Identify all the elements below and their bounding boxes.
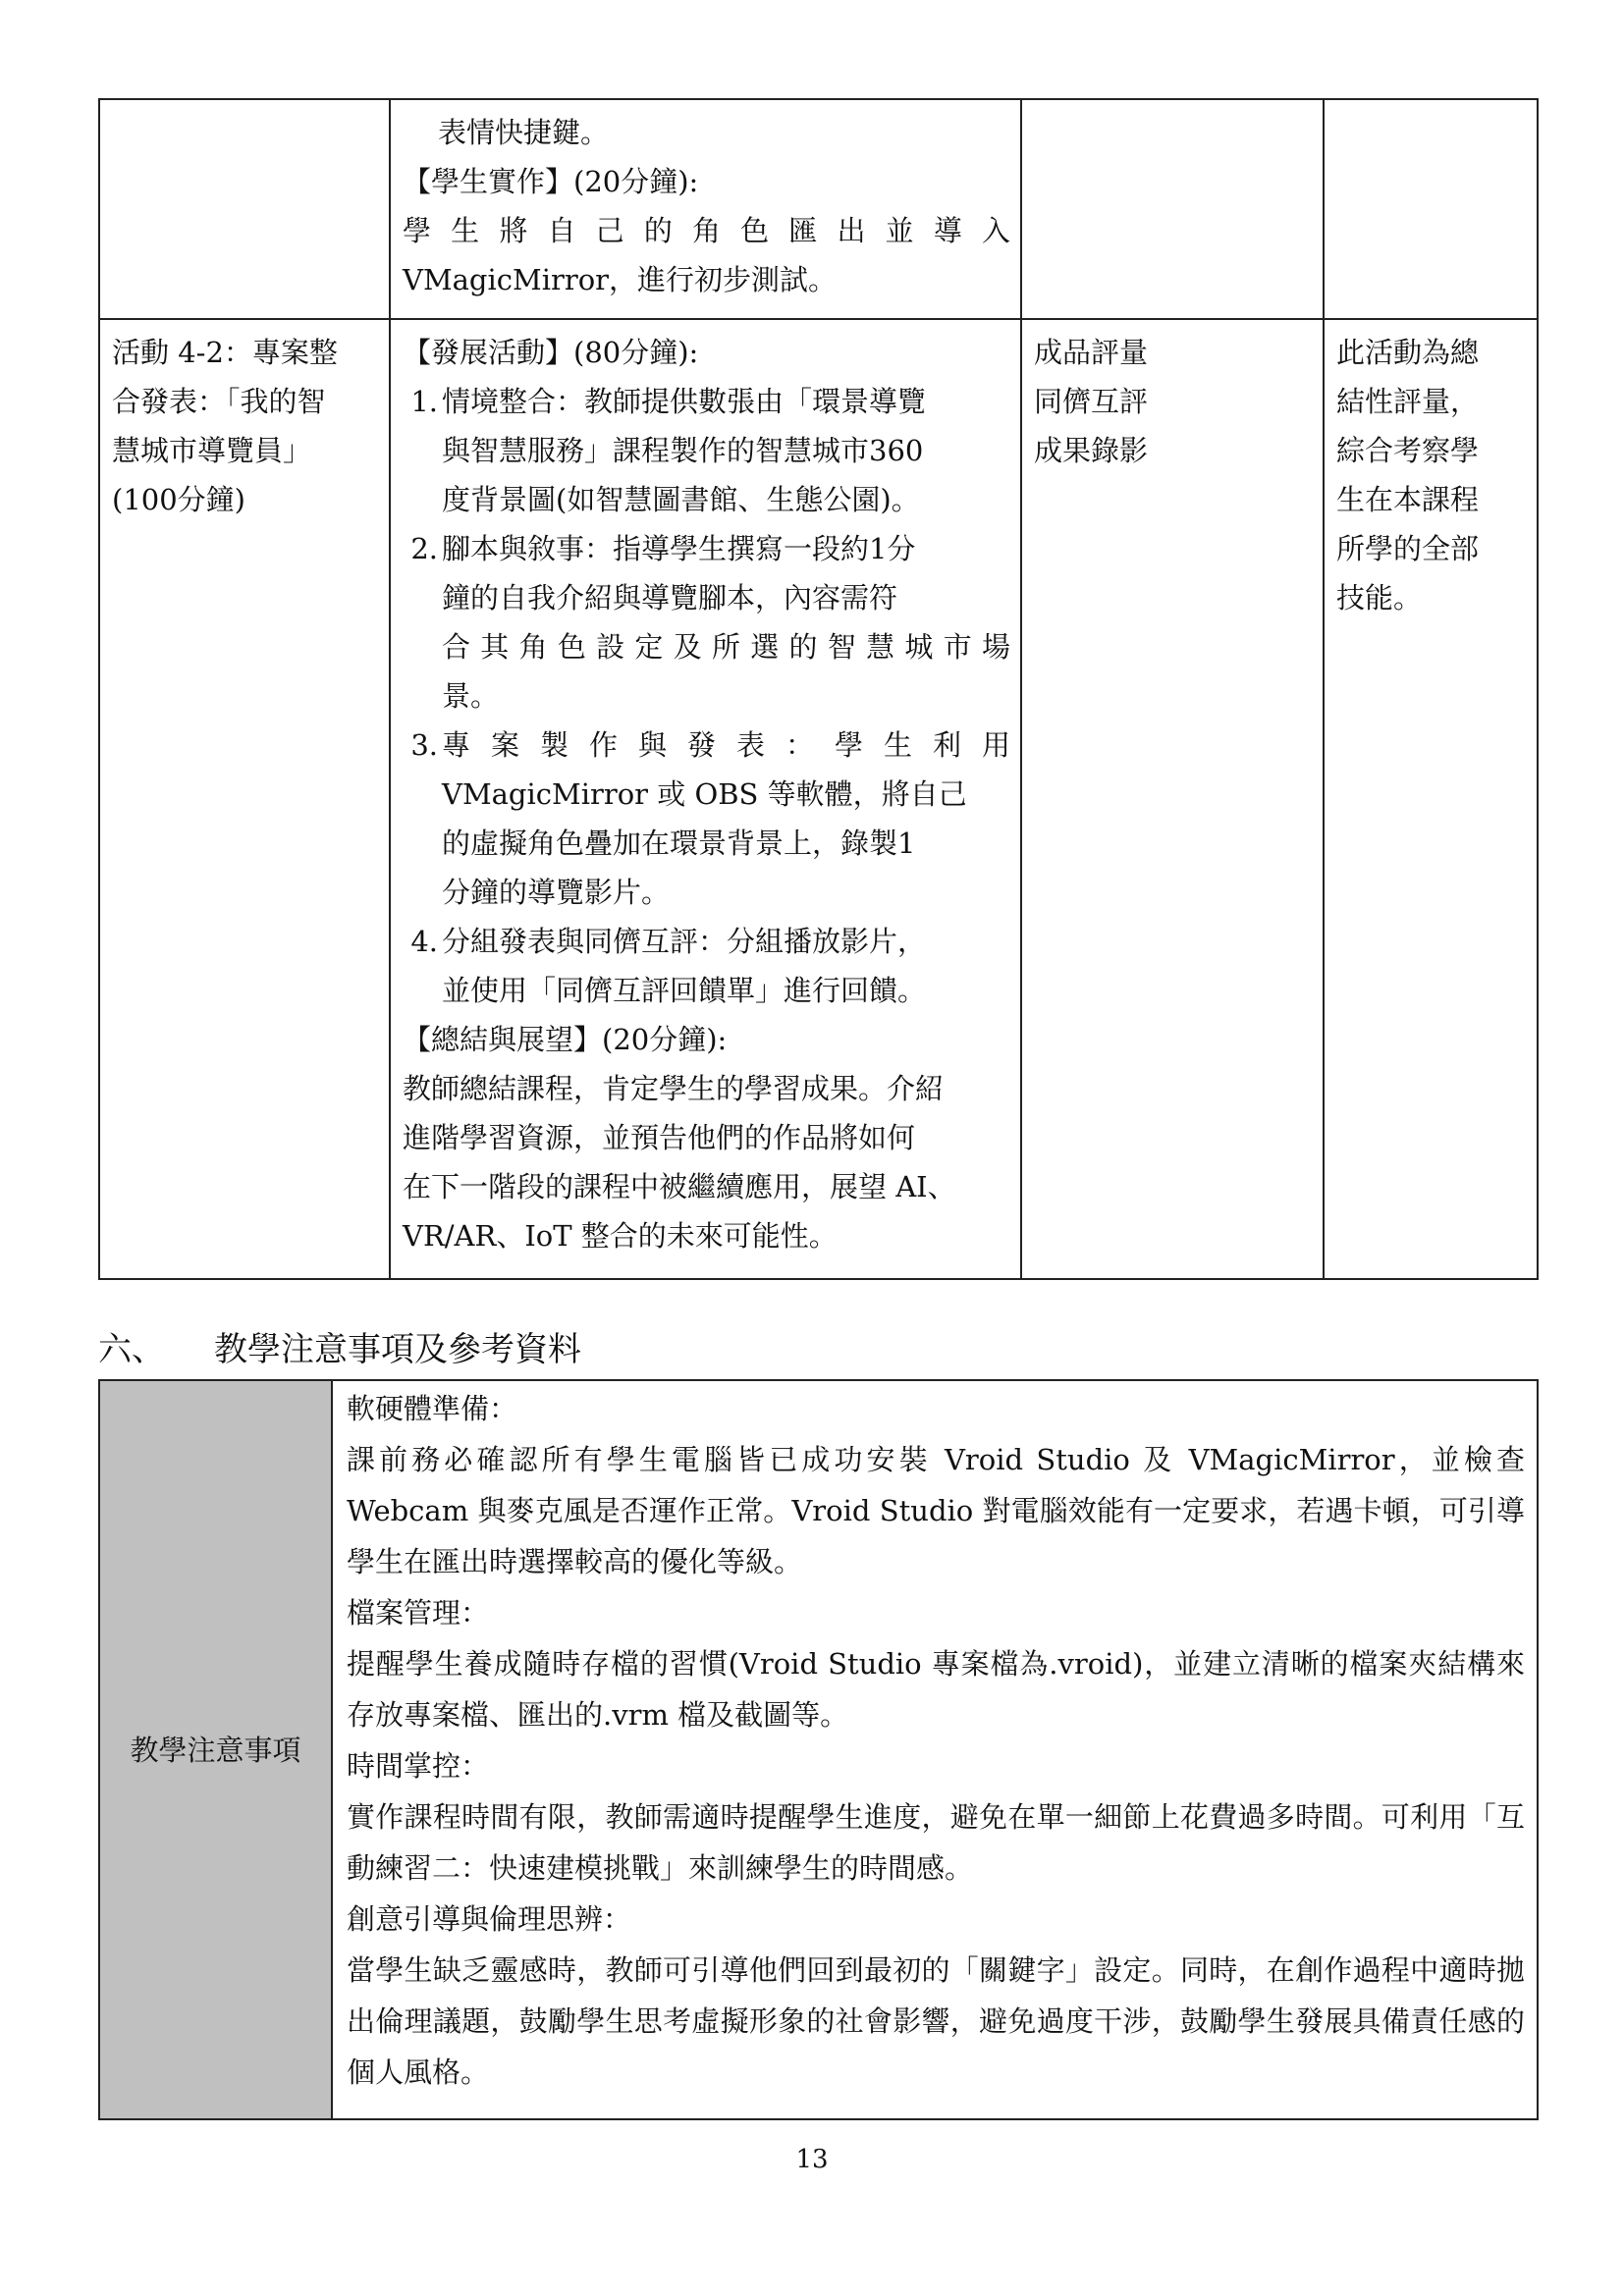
notes-cell (1324, 99, 1538, 319)
list-number: 2. (410, 532, 438, 565)
activity-line: 慧城市導覽員」 (112, 434, 312, 467)
list-item (403, 524, 1010, 721)
activity-line: 合發表：「我的智 (112, 385, 326, 418)
list-text (438, 524, 1010, 721)
summary-line: 在下一階段的課程中被繼續應用，展望 AI、 (403, 1170, 956, 1203)
summary-line: VR/AR、IoT 整合的未來可能性。 (403, 1219, 838, 1253)
notes-line: 生在本課程 (1336, 483, 1480, 516)
note-body: 提醒學生養成隨時存檔的習慣(Vroid Studio 專案檔為.vroid)，並建立清晰的檔案夾結構來存放專案檔、匯出的.vrm 檔及截圖等。 (347, 1647, 1525, 1732)
note-body: 課前務必確認所有學生電腦皆已成功安裝 Vroid Studio 及 VMagicMirror，並檢查 Webcam 與麥克風是否運作正常。Vroid Studio 對電腦效能有一定要求，若遇卡頓，可引導學生在匯出時選擇較高的優化等級。 (347, 1443, 1525, 1578)
notes-cell (1324, 319, 1538, 1279)
summary-line: 進階學習資源，並預告他們的作品將如何 (403, 1121, 916, 1154)
list-line: VMagicMirror 或 OBS 等軟體，將自己 (442, 777, 967, 811)
section-heading-summary: 【總結與展望】(20分鐘): (403, 1023, 728, 1056)
list-number: 4. (410, 925, 438, 958)
list-line: 鐘的自我介紹與導覽腳本，內容需符 (442, 581, 898, 614)
activity-cell (99, 319, 390, 1279)
notes-label-cell: 教學注意事項 (99, 1380, 332, 2119)
list-number: 1. (410, 385, 438, 418)
section-heading-development: 【發展活動】(80分鐘): (403, 336, 699, 369)
list-item (403, 721, 1010, 917)
list-line: 分鐘的導覽影片。 (442, 876, 671, 909)
assessment-cell (1021, 99, 1324, 319)
table-row (99, 319, 1538, 1279)
list-line: 的虛擬角色疊加在環景背景上，錄製1 (442, 827, 916, 860)
notes-line: 此活動為總 (1336, 336, 1480, 369)
list-line: 情境整合：教師提供數張由「環景導覽 (442, 385, 927, 418)
list-text (438, 721, 1010, 917)
assessment-item: 同儕互評 (1034, 385, 1149, 418)
activity-cell (99, 99, 390, 319)
list-item (403, 917, 1010, 1015)
note-heading: 時間掌控： (347, 1749, 490, 1783)
list-item (403, 377, 1010, 524)
assessment-item: 成品評量 (1034, 336, 1149, 369)
summary-line: 教師總結課程，肯定學生的學習成果。介紹 (403, 1072, 945, 1105)
teaching-notes-table (98, 1379, 1539, 2120)
list-line: 專案製作與發表：學生利用 (442, 728, 1010, 762)
assessment-item: 成果錄影 (1034, 434, 1149, 467)
note-heading: 軟硬體準備： (347, 1392, 518, 1425)
page-number: 13 (795, 2145, 829, 2174)
list-line: 度背景圖(如智慧圖書館、生態公園)。 (442, 483, 920, 516)
list-line: 分組發表與同儕互評：分組播放影片， (442, 925, 927, 958)
notes-line: 所學的全部 (1336, 532, 1480, 565)
section-number: 六、 (98, 1330, 165, 1369)
section-title: 教學注意事項及參考資料 (214, 1330, 581, 1369)
list-text (438, 377, 1010, 524)
notes-line: 結性評量， (1336, 385, 1480, 418)
assessment-cell (1021, 319, 1324, 1279)
list-line: 與智慧服務」課程製作的智慧城市360 (442, 434, 924, 467)
activity-line: (100分鐘) (112, 483, 245, 516)
content-cell (390, 319, 1021, 1279)
note-heading: 創意引導與倫理思辨： (347, 1902, 632, 1936)
list-line: 腳本與敘事：指導學生撰寫一段約1分 (442, 532, 916, 565)
list-line: 並使用「同儕互評回饋單」進行回饋。 (442, 974, 927, 1007)
section-heading (98, 1325, 581, 1374)
content-line: VMagicMirror，進行初步測試。 (403, 263, 838, 296)
content-line: 學生將自己的角色匯出並導入 (403, 214, 1010, 247)
list-number: 3. (410, 728, 438, 762)
note-heading: 檔案管理： (347, 1596, 490, 1629)
notes-line: 技能。 (1336, 581, 1423, 614)
notes-line: 綜合考察學 (1336, 434, 1480, 467)
activity-line: 活動 4-2：專案整 (112, 336, 338, 369)
note-body: 實作課程時間有限，教師需適時提醒學生進度，避免在單一細節上花費過多時間。可利用「互動練習二：快速建模挑戰」來訓練學生的時間感。 (347, 1800, 1525, 1885)
list-text (438, 917, 1010, 1015)
notes-body-cell (332, 1380, 1538, 2119)
list-line: 景。 (442, 679, 500, 713)
content-line: 表情快捷鍵。 (438, 116, 610, 149)
note-body: 當學生缺乏靈感時，教師可引導他們回到最初的「關鍵字」設定。同時，在創作過程中適時拋出倫理議題，鼓勵學生思考虛擬形象的社會影響，避免過度干涉，鼓勵學生發展具備責任感的個人風格。 (347, 1953, 1525, 2089)
lesson-plan-table (98, 98, 1539, 1280)
list-line: 合其角色設定及所選的智慧城市場 (442, 630, 1010, 664)
table-row (99, 99, 1538, 319)
content-line: 【學生實作】(20分鐘): (403, 165, 699, 198)
table-row (99, 1380, 1538, 2119)
content-cell (390, 99, 1021, 319)
